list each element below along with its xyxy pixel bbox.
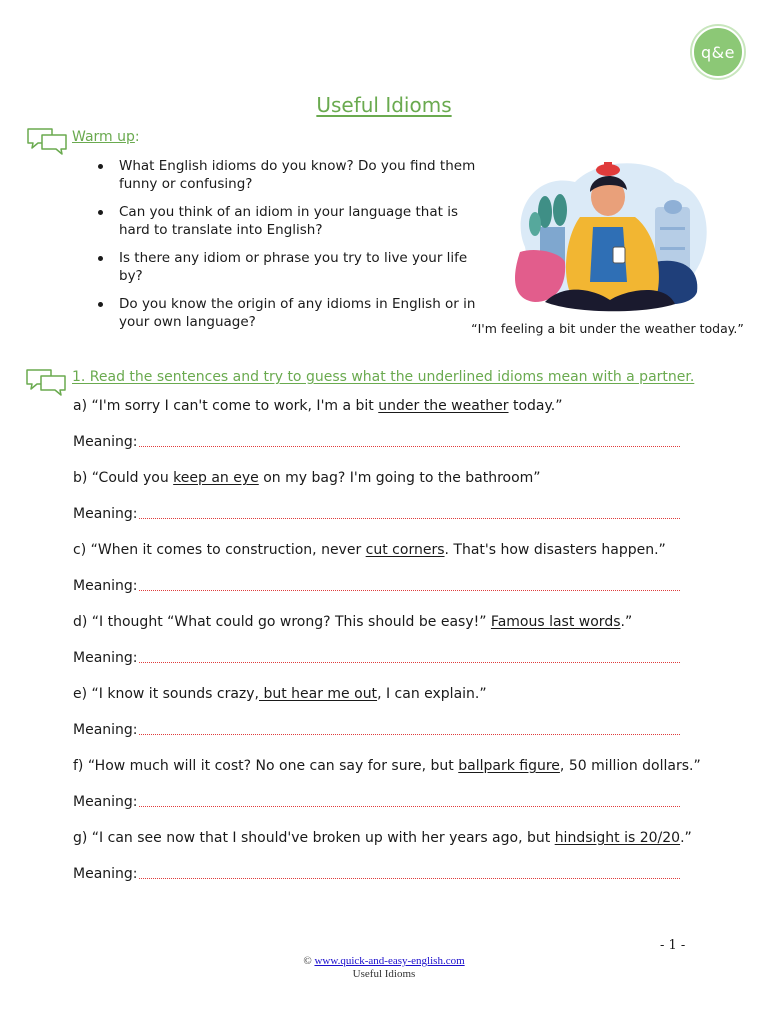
- meaning-label: Meaning:: [73, 650, 138, 666]
- idiom-sentence: [73, 686, 487, 702]
- sentence-text: , I can explain.”: [377, 686, 487, 702]
- sick-person-illustration: [505, 152, 715, 324]
- meaning-answer-line[interactable]: [139, 878, 680, 879]
- meaning-answer-line[interactable]: [139, 590, 680, 591]
- meaning-answer-line[interactable]: [139, 446, 680, 447]
- warmup-colon: :: [134, 129, 140, 145]
- copyright-symbol: ©: [303, 955, 315, 967]
- website-link[interactable]: www.quick-and-easy-english.com: [314, 955, 465, 967]
- speech-bubbles-icon: [25, 368, 67, 396]
- underlined-idiom: keep an eye: [173, 470, 259, 486]
- footer-doc-name: Useful Idioms: [352, 968, 416, 980]
- speech-bubbles-icon: [26, 127, 68, 155]
- sentence-text: d) “I thought “What could go wrong? This should be easy!”: [73, 614, 491, 630]
- meaning-answer-line[interactable]: [139, 518, 680, 519]
- underlined-idiom: but hear me out: [259, 686, 378, 702]
- page-title: Useful Idioms: [316, 93, 452, 117]
- idiom-sentence: [73, 758, 701, 774]
- underlined-idiom: cut corners: [365, 542, 445, 558]
- idiom-sentence: [73, 614, 632, 630]
- meaning-label: Meaning:: [73, 434, 138, 450]
- underlined-idiom: ballpark figure: [458, 758, 560, 774]
- meaning-label: Meaning:: [73, 722, 138, 738]
- page-number: - 1 -: [660, 938, 686, 953]
- warmup-label: Warm up: [72, 129, 135, 145]
- illustration-caption: “I'm feeling a bit under the weather today.”: [471, 321, 744, 336]
- sentence-text: .”: [680, 830, 692, 846]
- meaning-label: Meaning:: [73, 578, 138, 594]
- sentence-text: on my bag? I'm going to the bathroom”: [258, 470, 541, 486]
- idiom-sentence: [73, 470, 541, 486]
- warmup-question: What English idioms do you know? Do you find them funny or confusing?: [96, 157, 488, 193]
- underlined-idiom: hindsight is 20/20: [554, 830, 681, 846]
- sentence-text: a) “I'm sorry I can't come to work, I'm a bit: [73, 398, 379, 414]
- warmup-heading: [72, 129, 140, 145]
- sentence-text: today.”: [508, 398, 563, 414]
- meaning-label: Meaning:: [73, 506, 138, 522]
- meaning-label: Meaning:: [73, 866, 138, 882]
- idiom-sentence: [73, 398, 562, 414]
- warmup-question: Can you think of an idiom in your language that is hard to translate into English?: [96, 203, 488, 239]
- sentence-text: c) “When it comes to construction, never: [73, 542, 366, 558]
- warmup-question: Is there any idiom or phrase you try to live your life by?: [96, 249, 488, 285]
- meaning-answer-line[interactable]: [139, 734, 680, 735]
- sentence-text: f) “How much will it cost? No one can say for sure, but: [73, 758, 459, 774]
- underlined-idiom: under the weather: [378, 398, 509, 414]
- task1-instruction: 1. Read the sentences and try to guess what the underlined idioms mean with a partner.: [72, 369, 695, 385]
- sentence-text: b) “Could you: [73, 470, 174, 486]
- meaning-answer-line[interactable]: [139, 806, 680, 807]
- warmup-question: Do you know the origin of any idioms in English or in your own language?: [96, 295, 488, 331]
- meaning-label: Meaning:: [73, 794, 138, 810]
- brand-logo: q&e: [692, 26, 744, 78]
- warmup-question-list: [96, 157, 488, 341]
- sentence-text: g) “I can see now that I should've broken up with her years ago, but: [73, 830, 555, 846]
- sentence-text: . That's how disasters happen.”: [444, 542, 666, 558]
- sentence-text: .”: [620, 614, 633, 630]
- sentence-text: , 50 million dollars.”: [559, 758, 701, 774]
- idiom-sentence: [73, 830, 692, 846]
- underlined-idiom: Famous last words: [490, 614, 621, 630]
- meaning-answer-line[interactable]: [139, 662, 680, 663]
- sentence-text: e) “I know it sounds crazy,: [73, 686, 259, 702]
- footer-copyright: [0, 955, 768, 967]
- idiom-sentence: [73, 542, 666, 558]
